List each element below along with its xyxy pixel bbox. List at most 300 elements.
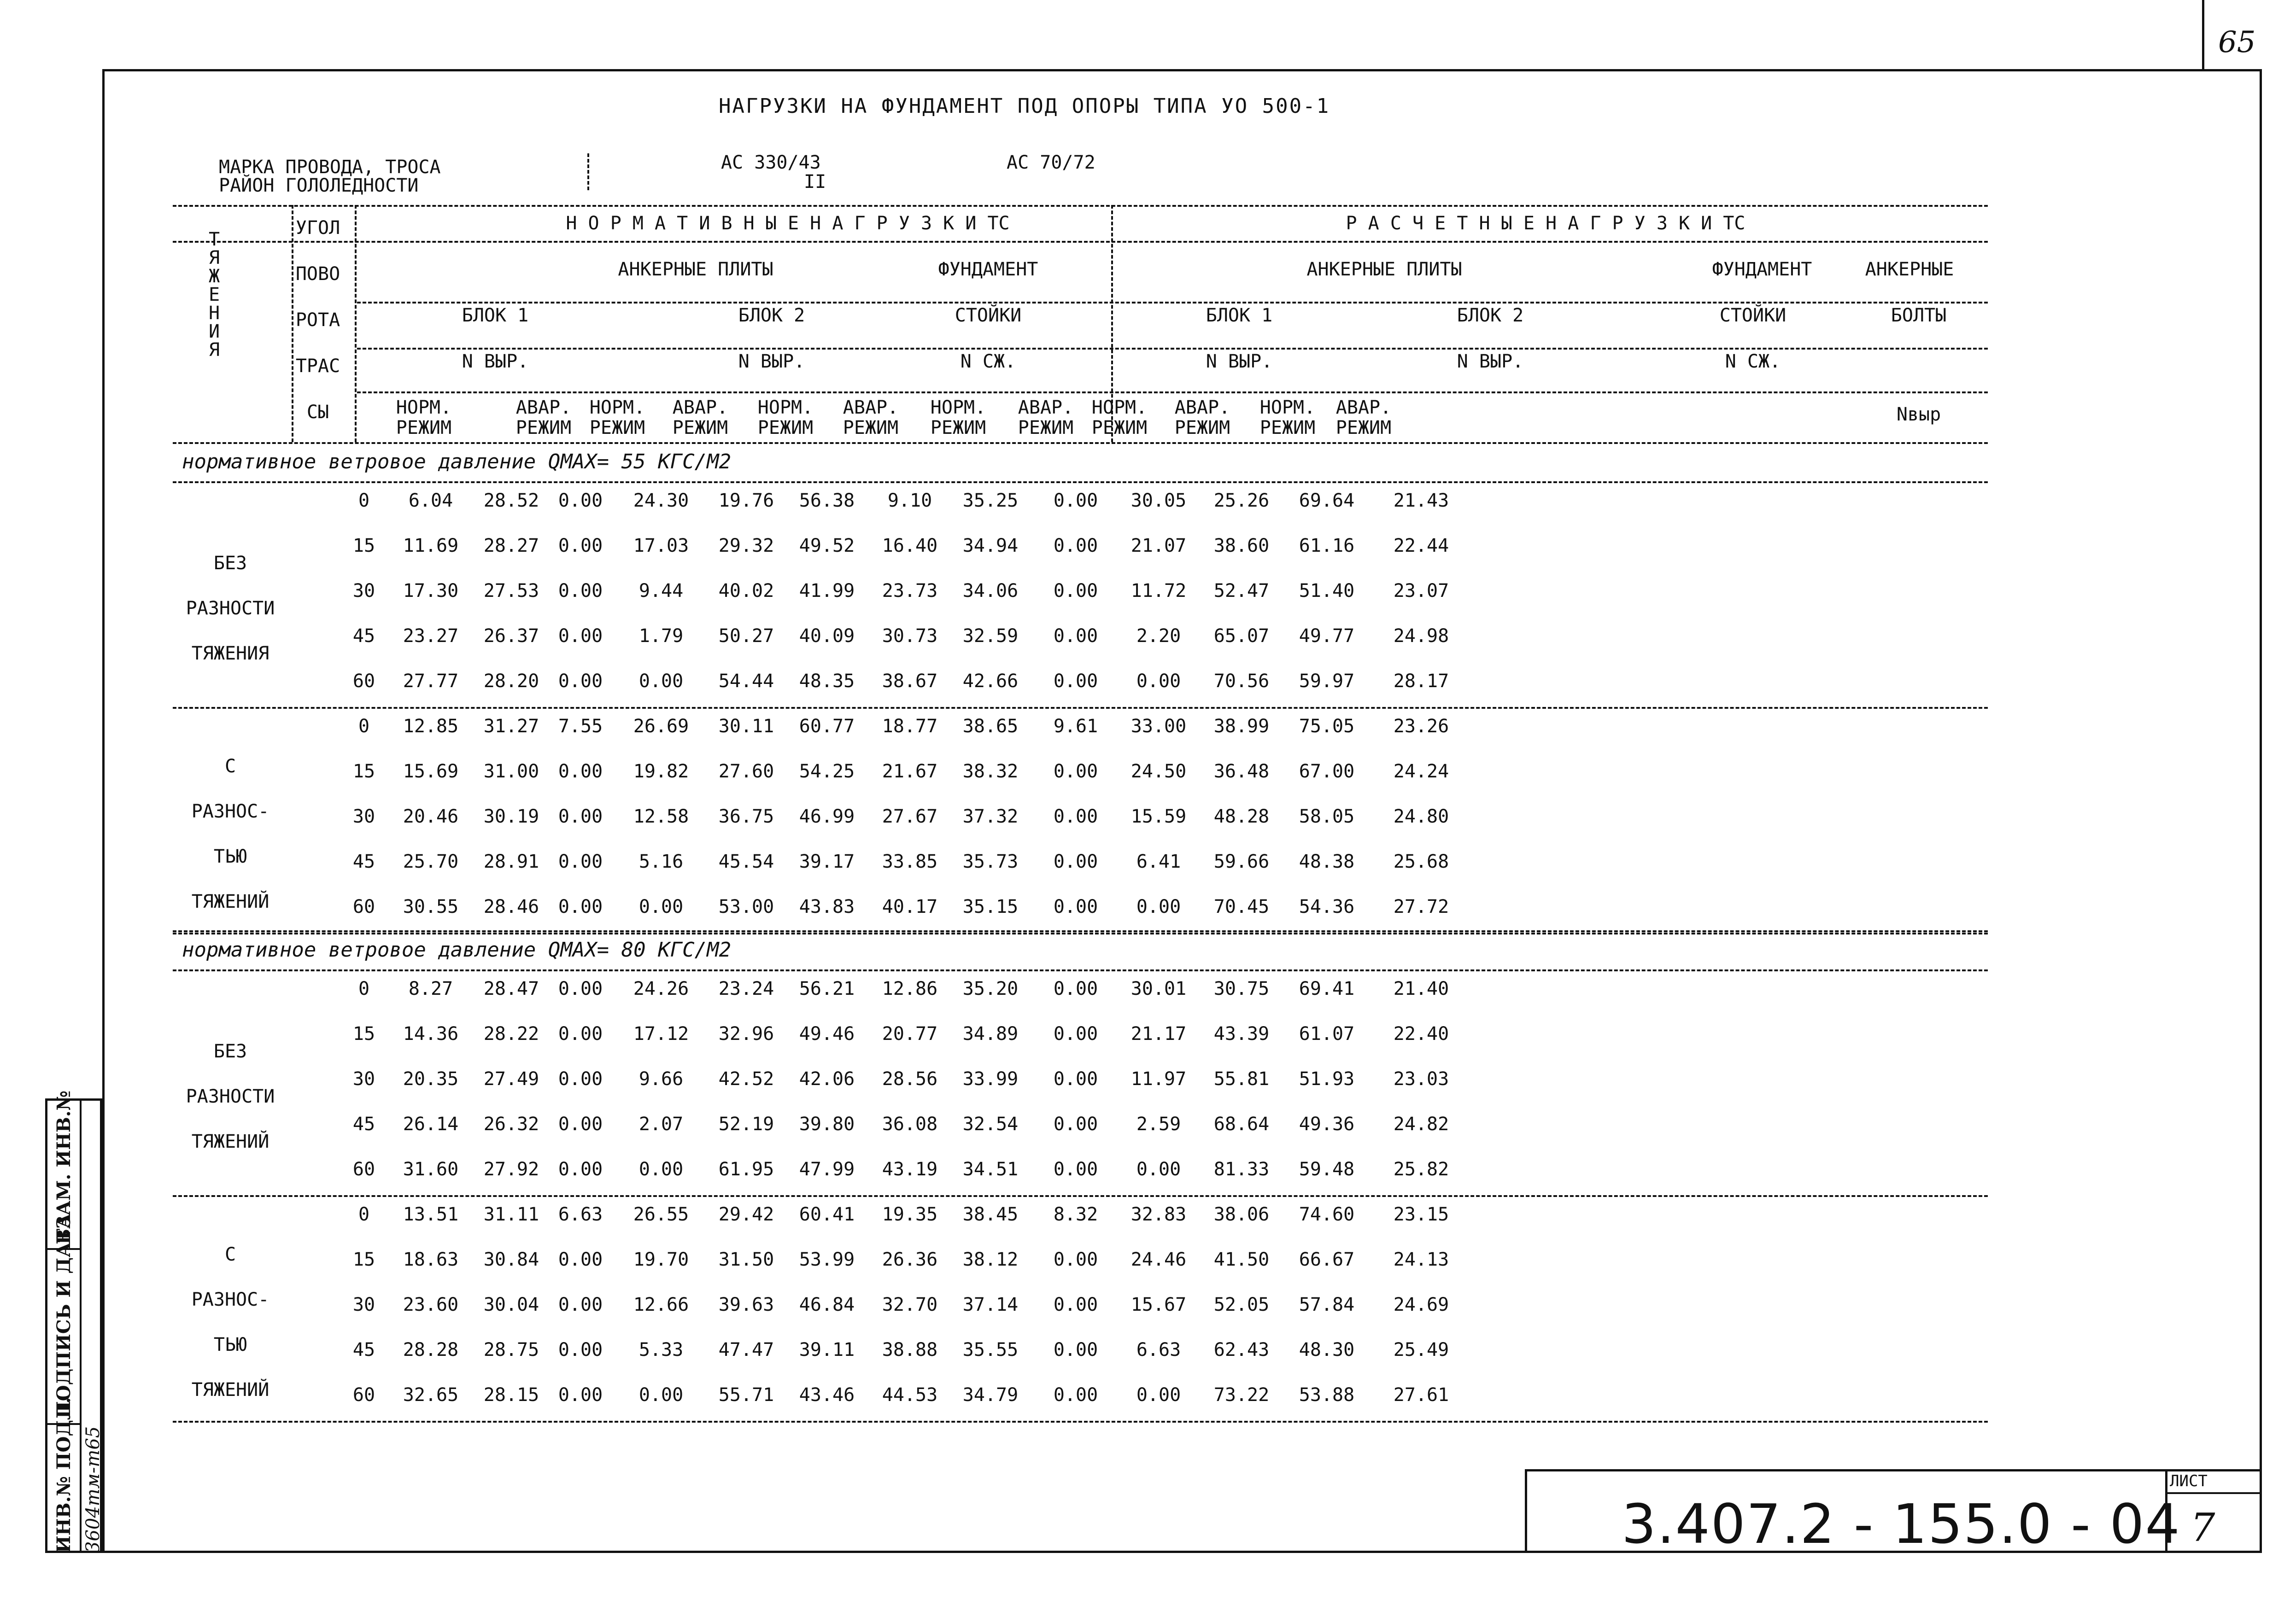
value-cell: 0.00: [558, 580, 603, 601]
value-cell: 38.12: [962, 1249, 1019, 1270]
value-cell: 61.95: [718, 1159, 774, 1180]
value-cell: 59.97: [1299, 671, 1355, 692]
angle-cell: 60: [352, 1159, 375, 1180]
norm-anchor-plates: АНКЕРНЫЕ ПЛИТЫ: [618, 259, 773, 280]
norm-foundation: ФУНДАМЕНТ: [938, 259, 1038, 280]
value-cell: 42.52: [718, 1068, 774, 1090]
value-cell: 56.21: [799, 978, 855, 999]
side-stamp-inv-number: 3604тм-т65: [82, 1426, 104, 1553]
calc-block1: БЛОК 1: [1206, 305, 1273, 326]
value-cell: 24.80: [1393, 806, 1449, 827]
value-cell: 52.19: [718, 1114, 774, 1135]
value-cell: 69.41: [1299, 978, 1355, 999]
norm-block1: БЛОК 1: [462, 305, 529, 326]
value-cell: 0.00: [638, 1384, 684, 1406]
section-caption: нормативное ветровое давление QMAX= 80 КГС/М2: [182, 938, 732, 962]
value-cell: 28.52: [483, 490, 539, 511]
sheet-label: ЛИСТ: [2170, 1472, 2208, 1490]
group-label: БЕЗ: [213, 553, 247, 574]
value-cell: 0.00: [558, 1384, 603, 1406]
value-cell: 27.49: [483, 1068, 539, 1090]
value-cell: 0.00: [1053, 1023, 1098, 1045]
value-cell: 0.00: [1053, 490, 1098, 511]
value-cell: 0.00: [1053, 1384, 1098, 1406]
value-cell: 30.75: [1213, 978, 1270, 999]
norm-posts: СТОЙКИ: [955, 305, 1022, 326]
value-cell: 31.11: [483, 1204, 539, 1225]
tension-label: ТЯЖЕНИЯ: [208, 229, 220, 361]
top-right-border-line: [2202, 0, 2204, 69]
value-cell: 49.52: [799, 535, 855, 556]
value-cell: 21.17: [1130, 1023, 1187, 1045]
value-cell: 23.03: [1393, 1068, 1449, 1090]
value-cell: 0.00: [1053, 1159, 1098, 1180]
value-cell: 33.00: [1130, 716, 1187, 737]
norm-loads-title: Н О Р М А Т И В Н Ы Е Н А Г Р У З К И ТС: [566, 213, 1010, 234]
value-cell: 0.00: [1053, 1339, 1098, 1360]
calc-anchor-bolts: АНКЕРНЫЕ: [1865, 259, 1954, 280]
value-cell: 0.00: [1053, 851, 1098, 872]
value-cell: 32.83: [1130, 1204, 1187, 1225]
value-cell: 21.40: [1393, 978, 1449, 999]
ice-label: РАЙОН ГОЛОЛЕДНОСТИ: [219, 175, 419, 196]
value-cell: 42.06: [799, 1068, 855, 1090]
value-cell: 0.00: [558, 978, 603, 999]
value-cell: 0.00: [558, 761, 603, 782]
value-cell: 19.35: [882, 1204, 938, 1225]
value-cell: 0.00: [558, 1294, 603, 1315]
value-cell: 36.48: [1213, 761, 1270, 782]
value-cell: 81.33: [1213, 1159, 1270, 1180]
value-cell: 26.69: [633, 716, 689, 737]
value-cell: 51.93: [1299, 1068, 1355, 1090]
angle-cell: 0: [358, 978, 370, 999]
side-stamp-inv-label: ИНВ.№ ПОДЛ.: [53, 1397, 75, 1553]
value-cell: 0.00: [558, 1339, 603, 1360]
value-cell: 11.69: [403, 535, 459, 556]
angle-cell: 60: [352, 896, 375, 917]
value-cell: 49.46: [799, 1023, 855, 1045]
group-label: РАЗНОС-: [191, 801, 269, 822]
value-cell: 21.67: [882, 761, 938, 782]
value-cell: 28.47: [483, 978, 539, 999]
column-rule: [355, 205, 357, 442]
calc-bolts: БОЛТЫ: [1891, 305, 1947, 326]
row-rule: [357, 302, 1988, 304]
value-cell: 11.97: [1130, 1068, 1187, 1090]
angle-label-line: РОТА: [295, 309, 340, 331]
value-cell: 24.30: [633, 490, 689, 511]
angle-cell: 45: [352, 1114, 375, 1135]
side-stamp: [45, 1090, 104, 1553]
value-cell: 27.77: [403, 671, 459, 692]
value-cell: 28.20: [483, 671, 539, 692]
emerg-mode-label: АВАР. РЕЖИМ: [1018, 397, 1074, 438]
value-cell: 61.16: [1299, 535, 1355, 556]
value-cell: 24.98: [1393, 625, 1449, 647]
value-cell: 0.00: [1053, 671, 1098, 692]
value-cell: 74.60: [1299, 1204, 1355, 1225]
value-cell: 27.61: [1393, 1384, 1449, 1406]
sheet-box-divider: [2165, 1492, 2262, 1494]
value-cell: 30.01: [1130, 978, 1187, 999]
value-cell: 41.50: [1213, 1249, 1270, 1270]
angle-cell: 30: [352, 806, 375, 827]
value-cell: 0.00: [1053, 978, 1098, 999]
section-rule: [173, 481, 1988, 483]
value-cell: 33.85: [882, 851, 938, 872]
angle-cell: 30: [352, 1068, 375, 1090]
value-cell: 54.36: [1299, 896, 1355, 917]
value-cell: 32.59: [962, 625, 1019, 647]
value-cell: 23.73: [882, 580, 938, 601]
value-cell: 9.44: [638, 580, 684, 601]
value-cell: 30.84: [483, 1249, 539, 1270]
value-cell: 53.88: [1299, 1384, 1355, 1406]
value-cell: 39.11: [799, 1339, 855, 1360]
value-cell: 39.17: [799, 851, 855, 872]
value-cell: 34.51: [962, 1159, 1019, 1180]
value-cell: 24.13: [1393, 1249, 1449, 1270]
value-cell: 35.73: [962, 851, 1019, 872]
value-cell: 30.73: [882, 625, 938, 647]
value-cell: 18.63: [403, 1249, 459, 1270]
value-cell: 19.70: [633, 1249, 689, 1270]
angle-cell: 30: [352, 1294, 375, 1315]
value-cell: 43.39: [1213, 1023, 1270, 1045]
value-cell: 27.53: [483, 580, 539, 601]
value-cell: 16.40: [882, 535, 938, 556]
value-cell: 35.25: [962, 490, 1019, 511]
value-cell: 22.44: [1393, 535, 1449, 556]
group-label: ТЯЖЕНИЯ: [191, 643, 269, 664]
value-cell: 20.35: [403, 1068, 459, 1090]
value-cell: 0.00: [558, 1249, 603, 1270]
value-cell: 34.79: [962, 1384, 1019, 1406]
value-cell: 23.24: [718, 978, 774, 999]
value-cell: 62.43: [1213, 1339, 1270, 1360]
value-cell: 47.99: [799, 1159, 855, 1180]
wire-value-1: АС 330/43: [721, 152, 821, 173]
value-cell: 43.46: [799, 1384, 855, 1406]
value-cell: 38.60: [1213, 535, 1270, 556]
value-cell: 54.44: [718, 671, 774, 692]
page-title: НАГРУЗКИ НА ФУНДАМЕНТ ПОД ОПОРЫ ТИПА УО 500-1: [719, 94, 1330, 118]
value-cell: 5.33: [638, 1339, 684, 1360]
value-cell: 56.38: [799, 490, 855, 511]
group-label: С: [224, 1244, 236, 1265]
value-cell: 9.10: [887, 490, 932, 511]
value-cell: 55.81: [1213, 1068, 1270, 1090]
value-cell: 22.40: [1393, 1023, 1449, 1045]
emerg-mode-label: АВАР. РЕЖИМ: [1335, 397, 1392, 438]
value-cell: 35.55: [962, 1339, 1019, 1360]
value-cell: 51.40: [1299, 580, 1355, 601]
emerg-mode-label: АВАР. РЕЖИМ: [843, 397, 899, 438]
value-cell: 53.99: [799, 1249, 855, 1270]
value-cell: 32.96: [718, 1023, 774, 1045]
group-label: РАЗНОСТИ: [186, 1086, 275, 1107]
norm-mode-label: НОРМ. РЕЖИМ: [930, 397, 986, 438]
angle-cell: 15: [352, 761, 375, 782]
value-cell: 14.36: [403, 1023, 459, 1045]
value-cell: 28.15: [483, 1384, 539, 1406]
wire-label: МАРКА ПРОВОДА, ТРОСА: [219, 157, 441, 178]
value-cell: 38.45: [962, 1204, 1019, 1225]
value-cell: 40.17: [882, 896, 938, 917]
value-cell: 31.27: [483, 716, 539, 737]
value-cell: 60.77: [799, 716, 855, 737]
value-cell: 24.50: [1130, 761, 1187, 782]
value-cell: 66.67: [1299, 1249, 1355, 1270]
value-cell: 24.26: [633, 978, 689, 999]
angle-cell: 60: [352, 671, 375, 692]
value-cell: 34.06: [962, 580, 1019, 601]
value-cell: 0.00: [558, 490, 603, 511]
value-cell: 0.00: [1053, 580, 1098, 601]
group-label: ТЯЖЕНИЙ: [191, 1379, 269, 1401]
value-cell: 26.55: [633, 1204, 689, 1225]
value-cell: 30.55: [403, 896, 459, 917]
value-cell: 15.67: [1130, 1294, 1187, 1315]
angle-label-line: УГОЛ: [295, 217, 340, 239]
value-cell: 0.00: [558, 851, 603, 872]
value-cell: 0.00: [1053, 535, 1098, 556]
value-cell: 35.20: [962, 978, 1019, 999]
value-cell: 9.61: [1053, 716, 1098, 737]
value-cell: 25.49: [1393, 1339, 1449, 1360]
group-label: РАЗНОСТИ: [186, 598, 275, 619]
angle-cell: 15: [352, 1249, 375, 1270]
group-label: С: [224, 756, 236, 777]
value-cell: 20.77: [882, 1023, 938, 1045]
value-cell: 23.60: [403, 1294, 459, 1315]
value-cell: 24.82: [1393, 1114, 1449, 1135]
group-rule: [173, 1421, 1988, 1423]
value-cell: 36.75: [718, 806, 774, 827]
value-cell: 0.00: [1136, 671, 1181, 692]
value-cell: 12.66: [633, 1294, 689, 1315]
value-cell: 52.05: [1213, 1294, 1270, 1315]
norm-n-comp: N СЖ.: [960, 351, 1016, 372]
value-cell: 25.26: [1213, 490, 1270, 511]
group-label: РАЗНОС-: [191, 1289, 269, 1310]
angle-label-line: ТРАС: [295, 356, 340, 377]
value-cell: 15.59: [1130, 806, 1187, 827]
value-cell: 2.07: [638, 1114, 684, 1135]
value-cell: 42.66: [962, 671, 1019, 692]
value-cell: 28.17: [1393, 671, 1449, 692]
value-cell: 50.27: [718, 625, 774, 647]
value-cell: 25.68: [1393, 851, 1449, 872]
value-cell: 21.07: [1130, 535, 1187, 556]
calc-n-pull-2: N ВЫР.: [1457, 351, 1524, 372]
angle-cell: 45: [352, 851, 375, 872]
value-cell: 38.67: [882, 671, 938, 692]
value-cell: 6.04: [408, 490, 453, 511]
side-stamp-column-divider: [80, 1101, 82, 1551]
value-cell: 6.63: [1136, 1339, 1181, 1360]
value-cell: 26.14: [403, 1114, 459, 1135]
document-number: 3.407.2 - 155.0 - 04: [1622, 1492, 2181, 1556]
value-cell: 32.70: [882, 1294, 938, 1315]
norm-block2: БЛОК 2: [738, 305, 805, 326]
value-cell: 67.00: [1299, 761, 1355, 782]
value-cell: 15.69: [403, 761, 459, 782]
value-cell: 28.91: [483, 851, 539, 872]
value-cell: 69.64: [1299, 490, 1355, 511]
value-cell: 23.26: [1393, 716, 1449, 737]
value-cell: 37.32: [962, 806, 1019, 827]
value-cell: 45.54: [718, 851, 774, 872]
value-cell: 6.41: [1136, 851, 1181, 872]
group-rule: [173, 933, 1988, 934]
group-label: ТЯЖЕНИЙ: [191, 1131, 269, 1152]
value-cell: 6.63: [558, 1204, 603, 1225]
value-cell: 28.22: [483, 1023, 539, 1045]
angle-cell: 0: [358, 716, 370, 737]
value-cell: 0.00: [558, 806, 603, 827]
norm-mode-label: НОРМ. РЕЖИМ: [396, 397, 452, 438]
value-cell: 48.38: [1299, 851, 1355, 872]
emerg-mode-label: АВАР. РЕЖИМ: [672, 397, 728, 438]
value-cell: 23.15: [1393, 1204, 1449, 1225]
value-cell: 32.54: [962, 1114, 1019, 1135]
value-cell: 0.00: [558, 625, 603, 647]
value-cell: 0.00: [1053, 625, 1098, 647]
value-cell: 27.60: [718, 761, 774, 782]
value-cell: 25.82: [1393, 1159, 1449, 1180]
value-cell: 0.00: [1053, 1249, 1098, 1270]
section-rule: [173, 930, 1988, 932]
side-stamp-signature-label: ПОДПИСЬ И ДАТА: [53, 1214, 75, 1419]
value-cell: 0.00: [638, 671, 684, 692]
calc-n-comp: N СЖ.: [1725, 351, 1781, 372]
value-cell: 0.00: [558, 1114, 603, 1135]
value-cell: 73.22: [1213, 1384, 1270, 1406]
value-cell: 55.71: [718, 1384, 774, 1406]
value-cell: 24.46: [1130, 1249, 1187, 1270]
value-cell: 58.05: [1299, 806, 1355, 827]
header-rule: [173, 205, 1988, 207]
value-cell: 48.28: [1213, 806, 1270, 827]
emerg-mode-label: АВАР. РЕЖИМ: [515, 397, 572, 438]
value-cell: 19.76: [718, 490, 774, 511]
emerg-mode-label: АВАР. РЕЖИМ: [1174, 397, 1230, 438]
value-cell: 38.65: [962, 716, 1019, 737]
value-cell: 0.00: [1053, 1068, 1098, 1090]
section-rule: [173, 442, 1988, 444]
value-cell: 75.05: [1299, 716, 1355, 737]
value-cell: 40.09: [799, 625, 855, 647]
calc-n-pull-1: N ВЫР.: [1206, 351, 1273, 372]
value-cell: 59.48: [1299, 1159, 1355, 1180]
value-cell: 11.72: [1130, 580, 1187, 601]
value-cell: 54.25: [799, 761, 855, 782]
value-cell: 23.27: [403, 625, 459, 647]
value-cell: 0.00: [558, 535, 603, 556]
group-label: ТЬЮ: [213, 846, 247, 867]
angle-cell: 15: [352, 535, 375, 556]
value-cell: 0.00: [1053, 761, 1098, 782]
value-cell: 31.50: [718, 1249, 774, 1270]
angle-label-line: СЫ: [306, 402, 329, 423]
value-cell: 33.99: [962, 1068, 1019, 1090]
angle-label-line: ПОВО: [295, 263, 340, 285]
value-cell: 20.46: [403, 806, 459, 827]
ice-value: II: [804, 171, 826, 193]
value-cell: 38.32: [962, 761, 1019, 782]
row-rule: [357, 348, 1988, 350]
bolt-n-pull: Nвыр: [1896, 404, 1941, 425]
value-cell: 27.72: [1393, 896, 1449, 917]
value-cell: 34.94: [962, 535, 1019, 556]
angle-cell: 0: [358, 490, 370, 511]
value-cell: 28.27: [483, 535, 539, 556]
angle-cell: 30: [352, 580, 375, 601]
value-cell: 39.80: [799, 1114, 855, 1135]
calc-anchor-plates: АНКЕРНЫЕ ПЛИТЫ: [1306, 259, 1462, 280]
section-caption: нормативное ветровое давление QMAX= 55 КГС/М2: [182, 450, 732, 473]
value-cell: 0.00: [558, 896, 603, 917]
value-cell: 48.30: [1299, 1339, 1355, 1360]
value-cell: 12.85: [403, 716, 459, 737]
column-rule: [1111, 205, 1113, 442]
group-label: БЕЗ: [213, 1041, 247, 1062]
wire-value-2: АС 70/72: [1007, 152, 1095, 173]
value-cell: 70.56: [1213, 671, 1270, 692]
value-cell: 57.84: [1299, 1294, 1355, 1315]
value-cell: 44.53: [882, 1384, 938, 1406]
value-cell: 28.56: [882, 1068, 938, 1090]
norm-mode-label: НОРМ. РЕЖИМ: [589, 397, 645, 438]
group-rule: [173, 707, 1988, 709]
value-cell: 30.05: [1130, 490, 1187, 511]
calc-posts: СТОЙКИ: [1719, 305, 1786, 326]
norm-mode-label: НОРМ. РЕЖИМ: [1091, 397, 1148, 438]
angle-cell: 0: [358, 1204, 370, 1225]
column-rule: [292, 205, 293, 442]
value-cell: 2.59: [1136, 1114, 1181, 1135]
calc-loads-title: Р А С Ч Е Т Н Ы Е Н А Г Р У З К И ТС: [1346, 213, 1745, 234]
value-cell: 8.27: [408, 978, 453, 999]
row-rule: [173, 241, 1988, 243]
value-cell: 0.00: [1136, 1384, 1181, 1406]
value-cell: 65.07: [1213, 625, 1270, 647]
value-cell: 17.30: [403, 580, 459, 601]
value-cell: 0.00: [558, 1023, 603, 1045]
value-cell: 8.32: [1053, 1204, 1098, 1225]
value-cell: 21.43: [1393, 490, 1449, 511]
group-label: ТЯЖЕНИЙ: [191, 891, 269, 912]
value-cell: 30.19: [483, 806, 539, 827]
value-cell: 60.41: [799, 1204, 855, 1225]
norm-mode-label: НОРМ. РЕЖИМ: [757, 397, 814, 438]
value-cell: 7.55: [558, 716, 603, 737]
value-cell: 49.36: [1299, 1114, 1355, 1135]
value-cell: 27.67: [882, 806, 938, 827]
value-cell: 30.04: [483, 1294, 539, 1315]
value-cell: 0.00: [558, 671, 603, 692]
sheet-corner-number: 65: [2218, 25, 2256, 59]
value-cell: 47.47: [718, 1339, 774, 1360]
value-cell: 59.66: [1213, 851, 1270, 872]
value-cell: 12.58: [633, 806, 689, 827]
value-cell: 43.83: [799, 896, 855, 917]
norm-n-pull-1: N ВЫР.: [462, 351, 529, 372]
value-cell: 1.79: [638, 625, 684, 647]
value-cell: 52.47: [1213, 580, 1270, 601]
